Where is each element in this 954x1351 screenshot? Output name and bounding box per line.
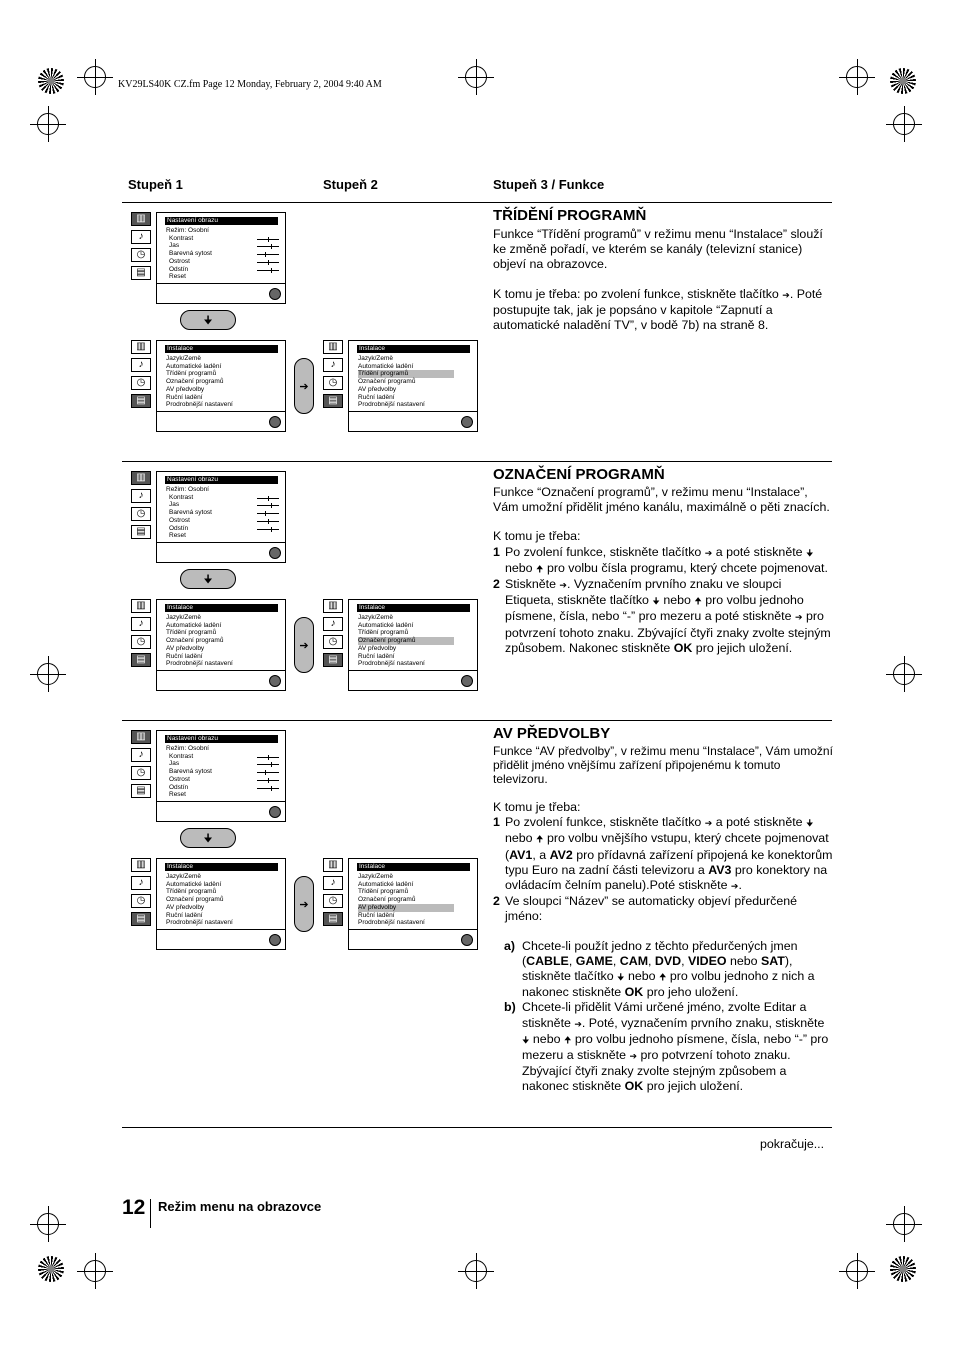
slider-line xyxy=(257,788,279,789)
slider-line xyxy=(257,498,279,499)
menu-item[interactable]: Odstín xyxy=(169,783,189,791)
crosshair-icon xyxy=(846,66,868,88)
slider-line xyxy=(257,529,279,530)
tv-icon[interactable]: ▥ xyxy=(131,730,151,744)
menu-screen-nastaveni xyxy=(131,730,291,825)
tv-icon[interactable]: ▥ xyxy=(131,471,151,485)
music-note-icon[interactable]: ♪ xyxy=(131,617,151,631)
menu-item[interactable]: Režim: Osobní xyxy=(166,227,209,234)
menu-screen-nastaveni xyxy=(131,212,291,307)
tv-icon[interactable]: ▥ xyxy=(323,599,343,613)
slider-line xyxy=(257,521,279,522)
slider-line xyxy=(257,780,279,781)
menu-icon-column xyxy=(131,599,153,671)
menu-item[interactable]: Ostrost xyxy=(169,257,190,265)
ok-button-icon[interactable] xyxy=(269,806,281,818)
menu-item[interactable]: Označení programů xyxy=(166,896,224,904)
ok-button-icon[interactable] xyxy=(269,934,281,946)
menu-screen-instalace xyxy=(131,340,291,435)
menu-item[interactable]: Ruční ladění xyxy=(358,911,395,919)
down-button-icon: 🠋 xyxy=(180,828,236,848)
ok-button-icon[interactable] xyxy=(269,416,281,428)
right-arrow-icon: ➔ xyxy=(794,612,803,623)
footer-title: Režim menu na obrazovce xyxy=(158,1199,322,1214)
column-step2: Stupeň 2 xyxy=(323,177,378,192)
menu-item[interactable]: Reset xyxy=(169,791,186,799)
crosshair-icon xyxy=(893,113,915,135)
menu-item[interactable]: Ruční ladění xyxy=(166,393,203,401)
slider-line xyxy=(257,772,279,773)
registration-wheel-icon xyxy=(890,1256,916,1282)
menu-item[interactable]: Reset xyxy=(169,273,186,281)
divider xyxy=(122,1127,832,1128)
crosshair-icon xyxy=(465,1260,487,1282)
menu-title: Instalace xyxy=(357,345,470,353)
menu-title: Nastavení obrazu xyxy=(165,735,278,743)
clock-icon[interactable]: ◷ xyxy=(131,766,151,780)
toolbox-icon[interactable]: ▤ xyxy=(323,394,343,408)
menu-panel xyxy=(156,340,286,432)
menu-item[interactable]: Automatické ladění xyxy=(166,880,222,888)
crosshair-icon xyxy=(893,1213,915,1235)
menu-item[interactable]: Třídění programů xyxy=(358,629,409,637)
menu-item[interactable]: Automatické ladění xyxy=(166,621,222,629)
menu-item[interactable]: Jazyk/Země xyxy=(358,873,394,880)
menu-item[interactable]: Označení programů xyxy=(358,896,416,904)
menu-panel xyxy=(348,340,478,432)
menu-icon-column xyxy=(131,340,153,412)
clock-icon[interactable]: ◷ xyxy=(323,894,343,908)
clock-icon[interactable]: ◷ xyxy=(131,635,151,649)
menu-screen-instalace xyxy=(131,858,291,953)
menu-item[interactable]: Ruční ladění xyxy=(166,911,203,919)
menu-panel xyxy=(156,212,286,304)
toolbox-icon[interactable]: ▤ xyxy=(323,653,343,667)
menu-item[interactable]: Označení programů xyxy=(358,378,416,386)
menu-panel xyxy=(156,730,286,822)
slider-line xyxy=(257,254,279,255)
menu-item[interactable]: Ruční ladění xyxy=(166,652,203,660)
section-title: OZNAČENÍ PROGRAMŇ xyxy=(493,466,665,483)
menu-item[interactable]: Jazyk/Země xyxy=(358,355,394,362)
menu-item[interactable]: Prodrobnější nastavení xyxy=(166,401,233,409)
menu-icon-column xyxy=(131,730,153,802)
music-note-icon[interactable]: ♪ xyxy=(323,876,343,890)
menu-screen-instalace xyxy=(323,858,483,953)
down-arrow-icon: 🠋 xyxy=(806,547,814,558)
menu-item[interactable]: AV předvolby xyxy=(166,644,205,652)
menu-item[interactable]: AV předvolby xyxy=(358,904,454,912)
section-title: TŘÍDĚNÍ PROGRAMŇ xyxy=(493,207,647,224)
menu-item[interactable]: Režim: Osobní xyxy=(166,745,209,752)
menu-item[interactable]: Prodrobnější nastavení xyxy=(358,919,425,927)
menu-panel xyxy=(348,858,478,950)
column-step3: Stupeň 3 / Funkce xyxy=(493,177,605,192)
down-arrow-icon: 🠋 xyxy=(522,1034,530,1045)
list-item: 1 Po zvolení funkce, stiskněte tlačítko ➔ a poté stiskněte 🠋 nebo 🠉 pro volbu vnějšího vstupu, který chcete pojmenovat (AV1, a AV2 pro přídavná zařízení připojená ke konektorům typu Euro na zadní části televizoru a AV3 pro konektory na ovládacím čelním panelu).Poté stiskněte ➔. xyxy=(493,815,833,893)
menu-item[interactable]: Automatické ladění xyxy=(358,362,414,370)
clock-icon[interactable]: ◷ xyxy=(131,507,151,521)
down-button-icon: 🠋 xyxy=(180,310,236,330)
menu-item[interactable]: Třídění programů xyxy=(166,370,217,378)
slider-line xyxy=(257,270,279,271)
list-item: a) Chcete-li použít jedno z těchto předurčených jmen (CABLE, GAME, CAM, DVD, VIDEO nebo SAT), stiskněte tlačítko 🠋 nebo 🠉 pro volbu jednoho z nich a nakonec stiskněte OK pro jeho uložení. xyxy=(504,938,815,1000)
list-item: 1 Po zvolení funkce, stiskněte tlačítko ➔ a poté stiskněte 🠋 nebo 🠉 pro volbu čísla programu, který chcete pojmenovat. xyxy=(493,544,828,575)
section-body xyxy=(493,744,833,1095)
slider-line xyxy=(257,262,279,263)
ok-button-icon[interactable] xyxy=(461,934,473,946)
music-note-icon[interactable]: ♪ xyxy=(131,489,151,503)
clock-icon[interactable]: ◷ xyxy=(131,894,151,908)
page-number: 12 xyxy=(122,1196,146,1219)
crosshair-icon xyxy=(37,663,59,685)
paragraph: K tomu je třeba: po zvolení funkce, stiskněte tlačítko ➔. Poté postupujte tak, jak je popsáno v kapitole “Zapnutí a automatické naladění TV”, v bodě 7b) na straně 8. xyxy=(493,286,823,333)
toolbox-icon[interactable]: ▤ xyxy=(323,912,343,926)
music-note-icon[interactable]: ♪ xyxy=(131,876,151,890)
menu-title: Instalace xyxy=(357,863,470,871)
menu-item[interactable]: Kontrast xyxy=(169,234,194,242)
menu-panel xyxy=(156,599,286,691)
menu-item[interactable]: Prodrobnější nastavení xyxy=(166,919,233,927)
slider-line xyxy=(257,764,279,765)
menu-item[interactable]: Ostrost xyxy=(169,775,190,783)
menu-item[interactable]: Barevná sytost xyxy=(169,768,212,776)
tv-icon[interactable]: ▥ xyxy=(131,858,151,872)
menu-item[interactable]: Režim: Osobní xyxy=(166,486,209,493)
right-arrow-icon: ➔ xyxy=(704,818,713,829)
clock-icon[interactable]: ◷ xyxy=(323,376,343,390)
up-arrow-icon: 🠉 xyxy=(536,834,544,845)
music-note-icon[interactable]: ♪ xyxy=(323,617,343,631)
up-arrow-icon: 🠉 xyxy=(658,972,667,983)
right-arrow-icon: ➔ xyxy=(730,881,739,892)
menu-panel xyxy=(348,599,478,691)
clock-icon[interactable]: ◷ xyxy=(131,248,151,262)
menu-item[interactable]: Odstín xyxy=(169,524,189,532)
down-button-icon: 🠋 xyxy=(180,569,236,589)
registration-wheel-icon xyxy=(38,1256,64,1282)
file-header: KV29LS40K CZ.fm Page 12 Monday, February 2, 2004 9:40 AM xyxy=(118,79,382,90)
up-arrow-icon: 🠉 xyxy=(694,596,702,607)
menu-screen-nastaveni xyxy=(131,471,291,566)
ok-button-icon[interactable] xyxy=(461,675,473,687)
slider-line xyxy=(257,757,279,758)
menu-item[interactable]: Prodrobnější nastavení xyxy=(166,660,233,668)
menu-screen-instalace xyxy=(323,340,483,435)
toolbox-icon[interactable]: ▤ xyxy=(131,525,151,539)
crosshair-icon xyxy=(84,1260,106,1282)
menu-item[interactable]: AV předvolby xyxy=(166,903,205,911)
tv-icon[interactable]: ▥ xyxy=(131,340,151,354)
section-title: AV PŘEDVOLBY xyxy=(493,725,611,742)
section-body xyxy=(493,485,833,656)
menu-screen-instalace xyxy=(323,599,483,694)
menu-item[interactable]: Barevná sytost xyxy=(169,509,212,517)
right-arrow-icon: ➔ xyxy=(629,1051,637,1062)
menu-item[interactable]: Třídění programů xyxy=(358,888,409,896)
menu-item[interactable]: Jazyk/Země xyxy=(358,614,394,621)
right-button-icon: ➔ xyxy=(294,358,314,414)
list-item: 2 Stiskněte ➔. Vyznačením prvního znaku ve sloupci Etiqueta, stiskněte tlačítko 🠋 nebo 🠉 pro volbu jednoho písmene, čísla, nebo “-” pro mezeru a poté stiskněte ➔ pro potvrzení tohoto znaku. Zbývající čtyři znaky zvolte stejným způsobem. Nakonec stiskněte OK pro jejich uložení. xyxy=(493,577,831,655)
up-arrow-icon: 🠉 xyxy=(563,1034,572,1045)
menu-item[interactable]: Jazyk/Země xyxy=(166,873,202,880)
menu-panel xyxy=(156,471,286,563)
menu-item[interactable]: Automatické ladění xyxy=(358,880,414,888)
menu-item[interactable]: Ruční ladění xyxy=(358,652,395,660)
menu-item[interactable]: Jas xyxy=(169,242,180,250)
registration-wheel-icon xyxy=(38,68,64,94)
crosshair-icon xyxy=(37,113,59,135)
down-arrow-icon: 🠋 xyxy=(617,972,625,983)
menu-item[interactable]: Reset xyxy=(169,532,186,540)
crosshair-icon xyxy=(465,66,487,88)
menu-item[interactable]: Odstín xyxy=(169,265,189,273)
paragraph: Funkce “AV předvolby”, v režimu menu “Instalace”, Vám umožní přidělit jméno vnějšímu zařízení připojenému k tomuto televizoru. xyxy=(493,744,833,786)
right-button-icon: ➔ xyxy=(294,617,314,673)
paragraph: Funkce “Třídění programů” v režimu menu “Instalace” slouží ke změně pořadí, ve kterém se kanály (televizní stanice) objeví na obrazovce. xyxy=(493,227,823,272)
music-note-icon[interactable]: ♪ xyxy=(323,358,343,372)
column-step1: Stupeň 1 xyxy=(128,177,183,192)
menu-icon-column xyxy=(131,858,153,930)
up-arrow-icon: 🠉 xyxy=(536,563,544,574)
menu-title: Nastavení obrazu xyxy=(165,476,278,484)
menu-title: Instalace xyxy=(165,863,278,871)
ok-button-icon[interactable] xyxy=(461,416,473,428)
slider-line xyxy=(257,239,279,240)
tv-icon[interactable]: ▥ xyxy=(131,212,151,226)
list-item: 2 Ve sloupci “Název” se automaticky objeví předurčené jméno: xyxy=(493,894,798,924)
toolbox-icon[interactable]: ▤ xyxy=(131,912,151,926)
menu-icon-column xyxy=(323,340,345,412)
toolbox-icon[interactable]: ▤ xyxy=(131,266,151,280)
list-item: b) Chcete-li přidělit Vámi určené jméno, zvolte Editar a stiskněte ➔. Poté, vyznačením prvního znaku, stiskněte 🠋 nebo 🠉 pro volbu jednoho písmene, čísla, nebo “-” pro mezeru a stiskněte ➔ pro potvrzení tohoto znaku. Zbývající čtyři znaky zvolte stejným způsobem a nakonec stiskněte OK pro jejich uložení. xyxy=(504,1000,829,1094)
music-note-icon[interactable]: ♪ xyxy=(131,230,151,244)
tv-icon[interactable]: ▥ xyxy=(323,340,343,354)
menu-icon-column xyxy=(131,471,153,543)
right-arrow-icon: ➔ xyxy=(559,580,567,591)
menu-title: Instalace xyxy=(165,345,278,353)
clock-icon[interactable]: ◷ xyxy=(131,376,151,390)
menu-item[interactable]: Třídění programů xyxy=(166,888,217,896)
divider xyxy=(150,1199,151,1228)
right-arrow-icon: ➔ xyxy=(782,289,790,300)
down-arrow-icon: 🠋 xyxy=(652,596,660,607)
menu-item[interactable]: AV předvolby xyxy=(358,644,397,652)
menu-item[interactable]: Třídění programů xyxy=(166,629,217,637)
paragraph: Funkce “Označení programů”, v režimu menu “Instalace”, Vám umožní přidělit jméno kanálu, maximálně o pěti znacích. xyxy=(493,485,830,515)
menu-item[interactable]: Jazyk/Země xyxy=(166,614,202,621)
slider-line xyxy=(257,246,279,247)
menu-screen-instalace xyxy=(131,599,291,694)
menu-item[interactable]: Kontrast xyxy=(169,752,194,760)
tv-icon[interactable]: ▥ xyxy=(131,599,151,613)
menu-item[interactable]: Automatické ladění xyxy=(166,362,222,370)
menu-item[interactable]: Jas xyxy=(169,501,180,509)
menu-item[interactable]: Ruční ladění xyxy=(358,393,395,401)
menu-item[interactable]: AV předvolby xyxy=(166,385,205,393)
menu-item[interactable]: Automatické ladění xyxy=(358,621,414,629)
paragraph: K tomu je třeba: xyxy=(493,800,581,814)
crosshair-icon xyxy=(846,1260,868,1282)
down-arrow-icon: 🠋 xyxy=(806,818,814,829)
crosshair-icon xyxy=(84,66,106,88)
menu-item[interactable]: Barevná sytost xyxy=(169,250,212,258)
registration-wheel-icon xyxy=(890,68,916,94)
tv-icon[interactable]: ▥ xyxy=(323,858,343,872)
right-arrow-icon: ➔ xyxy=(574,1018,582,1029)
menu-title: Instalace xyxy=(357,604,470,612)
toolbox-icon[interactable]: ▤ xyxy=(131,784,151,798)
divider xyxy=(122,461,832,462)
menu-item[interactable]: Jas xyxy=(169,760,180,768)
right-button-icon: ➔ xyxy=(294,876,314,932)
menu-item[interactable]: AV předvolby xyxy=(358,385,397,393)
menu-title: Nastavení obrazu xyxy=(165,217,278,225)
menu-item[interactable]: Ostrost xyxy=(169,516,190,524)
menu-item[interactable]: Prodrobnější nastavení xyxy=(358,401,425,409)
menu-item[interactable]: Označení programů xyxy=(166,637,224,645)
menu-item[interactable]: Kontrast xyxy=(169,493,194,501)
paragraph: K tomu je třeba: xyxy=(493,529,581,544)
slider-line xyxy=(257,505,279,506)
menu-icon-column xyxy=(323,599,345,671)
menu-icon-column xyxy=(323,858,345,930)
ok-button-icon[interactable] xyxy=(269,288,281,300)
toolbox-icon[interactable]: ▤ xyxy=(131,653,151,667)
section-body xyxy=(493,227,833,333)
ok-button-icon[interactable] xyxy=(269,547,281,559)
menu-icon-column xyxy=(131,212,153,284)
music-note-icon[interactable]: ♪ xyxy=(131,358,151,372)
crosshair-icon xyxy=(893,663,915,685)
crosshair-icon xyxy=(37,1213,59,1235)
menu-item[interactable]: Třídění programů xyxy=(358,370,454,378)
menu-item[interactable]: Označení programů xyxy=(166,378,224,386)
right-arrow-icon: ➔ xyxy=(704,547,713,558)
divider xyxy=(122,720,832,721)
ok-button-icon[interactable] xyxy=(269,675,281,687)
music-note-icon[interactable]: ♪ xyxy=(131,748,151,762)
divider xyxy=(122,202,832,203)
menu-item[interactable]: Označení programů xyxy=(358,637,454,645)
menu-item[interactable]: Jazyk/Země xyxy=(166,355,202,362)
toolbox-icon[interactable]: ▤ xyxy=(131,394,151,408)
menu-panel xyxy=(156,858,286,950)
menu-item[interactable]: Prodrobnější nastavení xyxy=(358,660,425,668)
clock-icon[interactable]: ◷ xyxy=(323,635,343,649)
slider-line xyxy=(257,513,279,514)
continued-label: pokračuje... xyxy=(760,1137,825,1151)
menu-title: Instalace xyxy=(165,604,278,612)
